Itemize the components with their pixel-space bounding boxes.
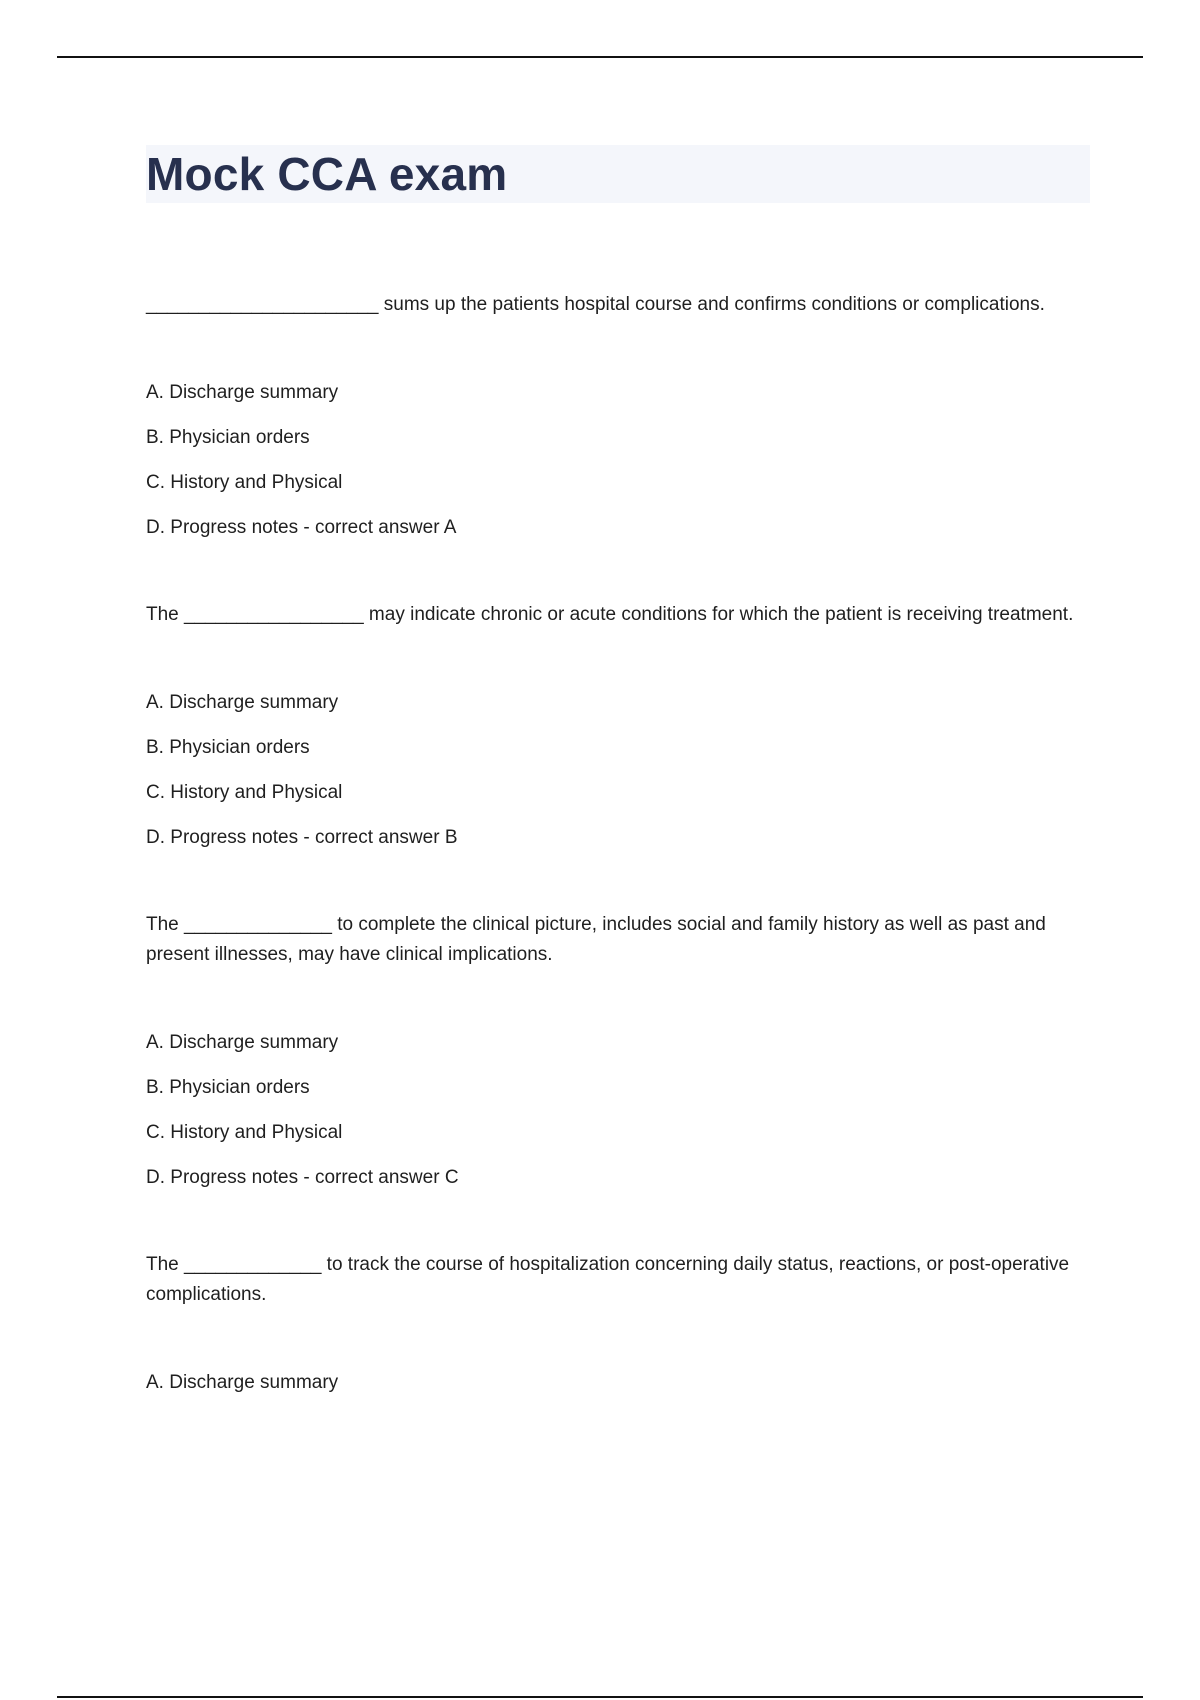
question-block-1 (146, 290, 1090, 543)
document-title: Mock CCA exam (146, 148, 508, 200)
option-c: C. History and Physical (146, 1122, 343, 1143)
option-a: A. Discharge summary (146, 692, 339, 713)
option-a: A. Discharge summary (146, 1032, 339, 1053)
question-text: ______________________ sums up the patients hospital course and confirms conditions or complications. (146, 294, 1045, 315)
option-c: C. History and Physical (146, 472, 343, 493)
question-text: The _________________ may indicate chronic or acute conditions for which the patient is receiving treatment. (146, 604, 1074, 625)
question-text: The ______________ to complete the clinical picture, includes social and family history as well as past and present illnesses, may have clinical implications. (146, 914, 1046, 965)
question-text: The _____________ to track the course of hospitalization concerning daily status, reactions, or post-operative complications. (146, 1254, 1070, 1305)
option-a: A. Discharge summary (146, 1372, 339, 1393)
option-a: A. Discharge summary (146, 382, 339, 403)
footer-rule (57, 1696, 1143, 1698)
option-d: D. Progress notes - correct answer C (146, 1167, 459, 1188)
option-b: B. Physician orders (146, 737, 310, 758)
question-block-2 (146, 600, 1090, 853)
question-block-4 (146, 1250, 1090, 1398)
option-d: D. Progress notes - correct answer B (146, 827, 458, 848)
header-rule (57, 56, 1143, 58)
option-b: B. Physician orders (146, 427, 310, 448)
question-list (146, 290, 1090, 1398)
question-block-3 (146, 910, 1090, 1193)
option-d: D. Progress notes - correct answer A (146, 517, 457, 538)
option-c: C. History and Physical (146, 782, 343, 803)
option-b: B. Physician orders (146, 1077, 310, 1098)
